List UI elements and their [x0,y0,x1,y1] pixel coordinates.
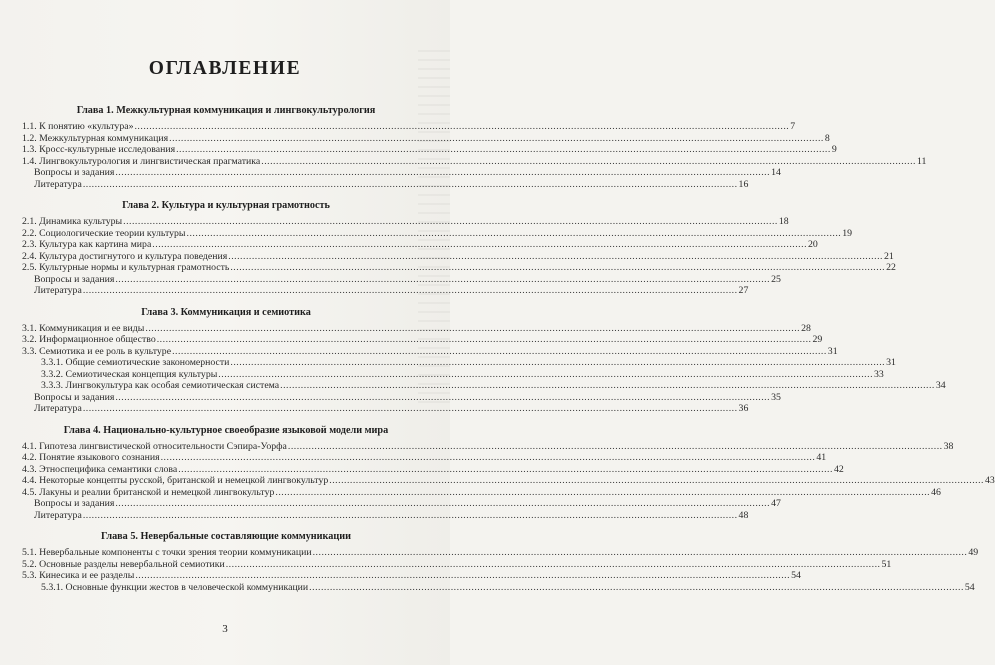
toc-entry[interactable] [22,144,837,156]
toc-entry-page: 49 [968,547,979,558]
toc-entry-title: 2.5. Культурные нормы и культурная грамотность [22,262,230,273]
dot-leader [83,285,738,297]
toc-entry-title: Литература [34,403,82,414]
toc-entry-page: 54 [791,570,801,581]
dot-leader [83,403,738,415]
dot-leader [134,121,789,133]
toc-entry-page: 42 [833,463,844,475]
toc-entry-title: 4.5. Лакуны и реалии британской и немецкой лингвокультур [22,486,275,498]
toc-entry[interactable] [22,498,781,510]
dot-leader [83,510,738,522]
dot-leader [169,133,824,145]
toc-entry-page: 28 [801,322,811,334]
toc-entry[interactable] [22,558,892,571]
toc-entry-title: Вопросы и задания [34,273,115,285]
toc-entry[interactable] [22,285,749,297]
dot-leader [135,570,790,582]
dot-leader [115,392,770,404]
toc-entry[interactable] [22,227,853,240]
toc-entry-page: 11 [916,155,927,167]
toc-entry-page: 31 [827,345,838,357]
dot-leader [157,334,812,346]
toc-entry-page: 48 [738,509,749,521]
toc-entry-title: 4.1. Гипотеза лингвистической относительности Сэпира-Уорфа [22,440,287,452]
toc-entry-page: 16 [738,178,749,190]
toc-entry[interactable] [22,391,781,404]
page-number: 3 [222,623,228,635]
toc-title: ОГЛАВЛЕНИЕ [148,58,302,79]
toc-entry-title: 4.4. Некоторые концепты русской, британской и немецкой лингвокультур [22,475,329,486]
toc-entry[interactable] [22,132,830,145]
toc-entry[interactable] [22,486,941,499]
toc-entry[interactable] [22,452,827,464]
toc-entry-page: 20 [808,239,818,250]
toc-entry-title: 2.3. Культура как картина мира [22,239,152,250]
toc-entry-title: 1.2. Межкультурная коммуникация [22,132,169,144]
dot-leader [313,547,968,559]
toc-entry[interactable] [22,239,818,251]
dot-leader [230,262,885,274]
toc-entry[interactable] [22,440,954,453]
toc-entry-page: 41 [816,452,827,463]
toc-entry-page: 35 [771,391,781,403]
toc-entry[interactable] [22,167,781,179]
dot-leader [226,559,881,571]
dot-leader [161,452,816,464]
dot-leader [115,498,770,510]
dot-leader [115,167,770,179]
toc-entry-title: 5.1. Невербальные компоненты с точки зрения теории коммуникации [22,547,312,558]
dot-leader [145,323,800,335]
toc-entry-title: 5.2. Основные разделы невербальной семиотики [22,558,225,570]
dot-leader [187,228,842,240]
chapter-heading: Глава 1. Межкультурная коммуникация и лингвокультурология [76,105,376,116]
toc-entry-page: 8 [824,132,830,144]
toc-entry-title: 1.1. К понятию «культура» [22,121,134,132]
dot-leader [228,251,883,263]
toc-entry-page: 33 [874,368,884,380]
toc-entry-title: 2.2. Социологические теории культуры [22,227,186,239]
dot-leader [123,216,778,228]
dot-leader [152,239,807,251]
toc-entry[interactable] [22,368,884,381]
toc-entry[interactable] [22,262,896,274]
dot-leader [115,274,770,286]
toc-entry-page: 19 [842,227,853,239]
toc-entry[interactable] [22,403,749,415]
toc-entry-title: 3.3. Семиотика и ее роль в культуре [22,345,172,357]
dot-leader [178,464,833,476]
toc-entry-page: 9 [831,144,837,155]
dot-leader [288,441,943,453]
toc-entry-title: 2.4. Культура достигнутого и культура поведения [22,250,228,262]
toc-entry-title: 3.2. Информационное общество [22,334,156,345]
toc-entry[interactable] [22,463,844,476]
dot-leader [218,369,873,381]
toc-entry-title: Вопросы и задания [34,167,115,178]
toc-entry-page: 51 [881,558,892,570]
dot-leader [176,144,831,156]
toc-entry-page: 18 [778,216,789,227]
toc-entry[interactable] [22,380,946,392]
toc-entry-title: 3.1. Коммуникация и ее виды [22,322,145,334]
toc-entry-page: 47 [771,498,781,509]
toc-entry[interactable] [22,581,975,594]
toc-entry[interactable] [22,334,823,346]
toc-entry[interactable] [22,570,801,582]
toc-entry-page: 31 [886,357,896,368]
dot-leader [83,179,738,191]
table-of-contents [22,101,995,593]
dot-leader [329,475,984,487]
toc-entry-page: 46 [931,486,941,498]
dot-leader [230,357,885,369]
toc-entry-title: Литература [34,509,82,521]
toc-entry-title: 5.3. Кинесика и ее разделы [22,570,135,581]
toc-entry-page: 25 [771,273,781,285]
toc-entry-title: 3.3.3. Лингвокультура как особая семиотическая система [41,380,280,391]
toc-entry-page: 54 [964,581,975,593]
toc-entry[interactable] [22,322,811,335]
chapter-heading: Глава 5. Невербальные составляющие коммуникации [101,531,351,542]
toc-entry[interactable] [22,250,894,263]
toc-entry-page: 34 [935,380,946,391]
toc-entry[interactable] [22,178,749,191]
toc-entry-title: 3.3.1. Общие семиотические закономерности [41,357,230,368]
chapter-heading: Глава 4. Национально-культурное своеобразие языковой модели мира [63,424,389,436]
toc-entry-page: 38 [943,440,954,452]
toc-entry-page: 29 [812,334,823,345]
toc-entry-title: 3.3.2. Семиотическая концепция культуры [41,368,218,380]
toc-entry[interactable] [22,155,927,168]
toc-entry[interactable] [22,357,896,369]
toc-entry-page: 27 [738,285,749,296]
toc-entry-title: 2.1. Динамика культуры [22,216,123,227]
toc-entry[interactable] [22,509,749,522]
toc-entry-title: Литература [34,285,82,296]
toc-entry[interactable] [22,547,979,559]
toc-entry-page: 22 [886,262,896,273]
toc-entry-page: 7 [790,121,796,132]
chapter-heading: Глава 3. Коммуникация и семиотика [141,306,311,318]
dot-leader [309,582,964,594]
toc-entry-title: Литература [34,178,82,190]
toc-entry[interactable] [22,216,789,228]
toc-entry-title: Вопросы и задания [34,391,115,403]
toc-entry[interactable] [22,345,838,358]
toc-entry-page: 36 [738,403,749,414]
toc-entry[interactable] [22,121,796,133]
toc-entry-page: 14 [771,167,781,178]
toc-entry-title: 4.2. Понятие языкового сознания [22,452,160,463]
toc-entry-title: 1.4. Лингвокультурология и лингвистическая прагматика [22,155,261,167]
toc-entry-title: 4.3. Этноспецифика семантики слова [22,463,178,475]
dot-leader [280,380,935,392]
toc-entry-page: 43 [985,475,995,486]
chapter-heading: Глава 2. Культура и культурная грамотность [122,200,330,211]
dot-leader [261,156,916,168]
toc-entry-title: 1.3. Кросс-культурные исследования [22,144,176,155]
toc-entry-title: 5.3.1. Основные функции жестов в человеческой коммуникации [41,581,309,593]
toc-entry[interactable] [22,273,781,286]
toc-entry-title: Вопросы и задания [34,498,115,509]
toc-entry-page: 21 [883,250,894,262]
toc-entry[interactable] [22,475,995,487]
dot-leader [275,487,930,499]
dot-leader [172,346,827,358]
